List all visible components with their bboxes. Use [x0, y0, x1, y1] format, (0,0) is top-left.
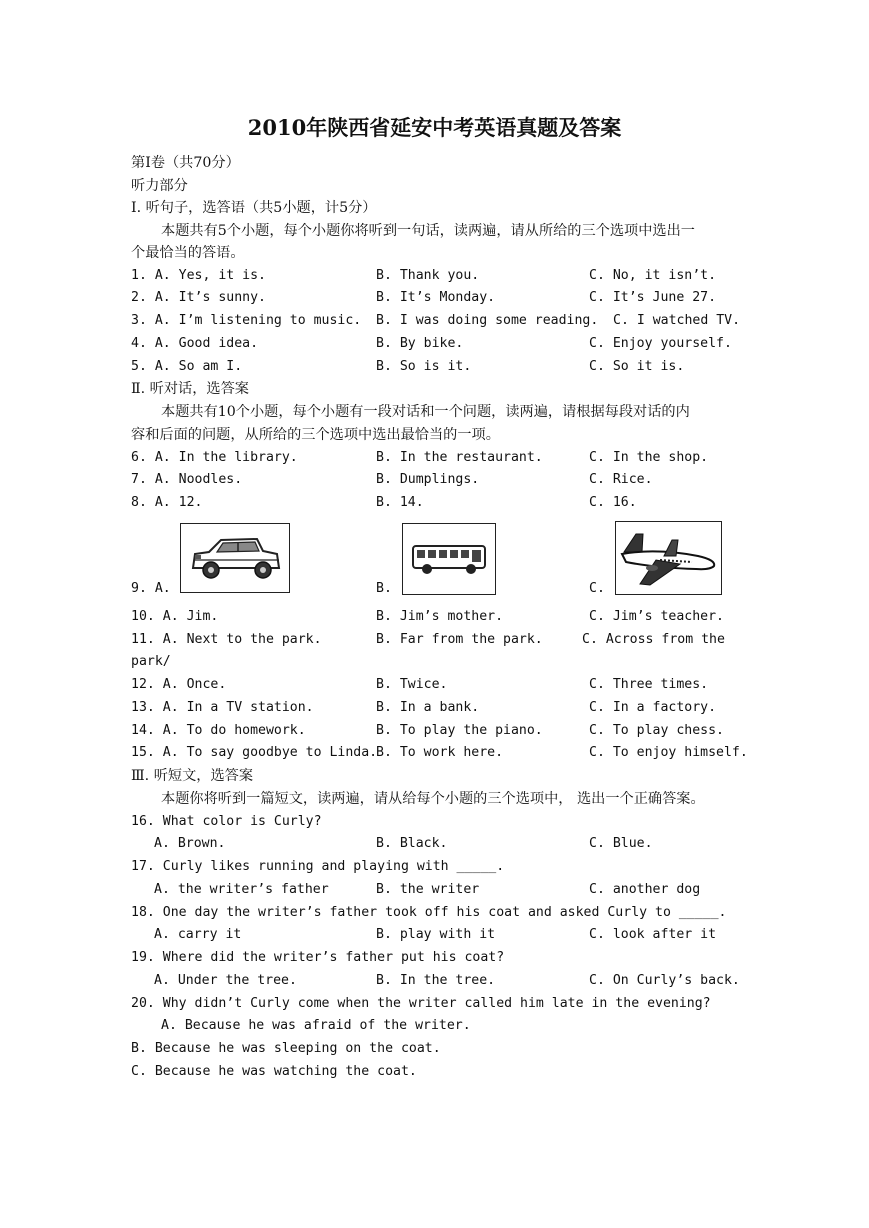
option-a: A. Under the tree. [154, 973, 297, 988]
option-a: 8. A. 12. [131, 495, 203, 510]
option-c: C. I watched TV. [613, 313, 741, 328]
option-b: B. It’s Monday. [376, 290, 496, 305]
option-b: B. To work here. [376, 745, 504, 760]
option-a: 6. A. In the library. [131, 450, 298, 465]
option-c: C. 16. [589, 495, 637, 510]
question-row [131, 608, 751, 626]
option-a: A. carry it [154, 927, 242, 942]
section-2-heading: Ⅱ. 听对话，选答案 [131, 381, 249, 397]
option-b: B. Twice. [376, 677, 448, 692]
section-2-instruction-cont: 容和后面的问题，从所给的三个选项中选出最恰当的一项。 [131, 427, 500, 443]
option-c: C. No, it isn’t. [589, 268, 717, 283]
option-a: 5. A. So am I. [131, 359, 243, 374]
option-b: B. I was doing some reading. [376, 313, 599, 328]
question-row [131, 631, 751, 649]
option-a: 14. A. To do homework. [131, 723, 306, 738]
question-row [131, 722, 751, 740]
page-title: 2010年陕西省延安中考英语真题及答案 [247, 115, 622, 140]
question-row [131, 471, 751, 489]
section-1-instruction-cont: 个最恰当的答语。 [131, 245, 245, 261]
question-18: 18. One day the writer’s father took off his coat and asked Curly to _____. [131, 905, 727, 920]
option-b: B. Black. [376, 836, 448, 851]
question-row [131, 494, 751, 512]
option-b: B. Jim’s mother. [376, 609, 504, 624]
option-b: B. [376, 581, 392, 596]
option-a: 11. A. Next to the park. [131, 632, 322, 647]
section-2-instruction: 本题共有10个小题，每个小题有一段对话和一个问题，读两遍，请根据每段对话的内 [161, 404, 690, 420]
option-c: C. It’s June 27. [589, 290, 717, 305]
option-b: B. Because he was sleeping on the coat. [131, 1041, 441, 1056]
question-19: 19. Where did the writer’s father put his coat? [131, 950, 505, 965]
part-heading: 第Ⅰ卷（共70分） [131, 155, 240, 171]
question-row [154, 972, 774, 990]
question-row [131, 744, 751, 762]
option-c: C. Jim’s teacher. [589, 609, 724, 624]
option-a: 12. A. Once. [131, 677, 227, 692]
option-a: 2. A. It’s sunny. [131, 290, 266, 305]
option-a: 13. A. In a TV station. [131, 700, 314, 715]
option-b: B. Far from the park. [376, 632, 543, 647]
question-row [131, 699, 751, 717]
section-3-instruction: 本题你将听到一篇短文，读两遍，请从给每个小题的三个选项中， 选出一个正确答案。 [161, 791, 705, 807]
listening-heading: 听力部分 [131, 178, 188, 194]
option-a: 9. A. [131, 581, 171, 596]
option-c: C. Three times. [589, 677, 709, 692]
option-b: B. In a bank. [376, 700, 480, 715]
question-row [154, 926, 774, 944]
option-c: C. In a factory. [589, 700, 717, 715]
option-c: C. In the shop. [589, 450, 709, 465]
option-c: C. [589, 581, 605, 596]
section-1-instruction: 本题共有5个小题，每个小题你将听到一句话，读两遍，请从所给的三个选项中选出一 [161, 223, 695, 239]
question-row [131, 267, 751, 285]
option-b: B. Dumplings. [376, 472, 480, 487]
option-c: C. Because he was watching the coat. [131, 1064, 417, 1079]
option-b: B. By bike. [376, 336, 464, 351]
option-b: B. In the restaurant. [376, 450, 543, 465]
option-c: C. Rice. [589, 472, 653, 487]
option-c-wrap: park/ [131, 654, 171, 669]
option-a: A. Because he was afraid of the writer. [161, 1018, 471, 1033]
option-b: B. Thank you. [376, 268, 480, 283]
question-16: 16. What color is Curly? [131, 814, 322, 829]
question-row [154, 835, 774, 853]
option-a: 1. A. Yes, it is. [131, 268, 266, 283]
option-b: B. 14. [376, 495, 424, 510]
question-row [154, 881, 774, 899]
option-c: C. Blue. [589, 836, 653, 851]
question-row [131, 449, 751, 467]
question-17: 17. Curly likes running and playing with _____. [131, 859, 505, 874]
option-c: C. On Curly’s back. [589, 973, 740, 988]
option-c: C. look after it [589, 927, 717, 942]
option-b: B. To play the piano. [376, 723, 543, 738]
option-c: C. another dog [589, 882, 701, 897]
question-row [131, 312, 751, 330]
question-row [131, 580, 751, 598]
option-a: 7. A. Noodles. [131, 472, 243, 487]
option-a: A. Brown. [154, 836, 226, 851]
option-b: B. So is it. [376, 359, 472, 374]
question-row [131, 358, 751, 376]
option-b: B. the writer [376, 882, 480, 897]
option-a: 10. A. Jim. [131, 609, 219, 624]
option-a: A. the writer’s father [154, 882, 329, 897]
option-c: C. So it is. [589, 359, 685, 374]
question-row [131, 289, 751, 307]
option-a: 4. A. Good idea. [131, 336, 259, 351]
question-row [131, 335, 751, 353]
option-b: B. In the tree. [376, 973, 496, 988]
option-c: C. Across from the [582, 632, 725, 647]
option-c: C. To play chess. [589, 723, 724, 738]
section-3-heading: Ⅲ. 听短文，选答案 [131, 768, 254, 784]
question-row [131, 676, 751, 694]
option-c: C. Enjoy yourself. [589, 336, 732, 351]
question-20: 20. Why didn’t Curly come when the writer called him late in the evening? [131, 996, 711, 1011]
option-c: C. To enjoy himself. [589, 745, 748, 760]
option-b: B. play with it [376, 927, 496, 942]
section-1-heading: Ⅰ. 听句子，选答语（共5小题，计5分） [131, 200, 377, 216]
option-a: 15. A. To say goodbye to Linda. [131, 745, 378, 760]
option-a: 3. A. I’m listening to music. [131, 313, 362, 328]
